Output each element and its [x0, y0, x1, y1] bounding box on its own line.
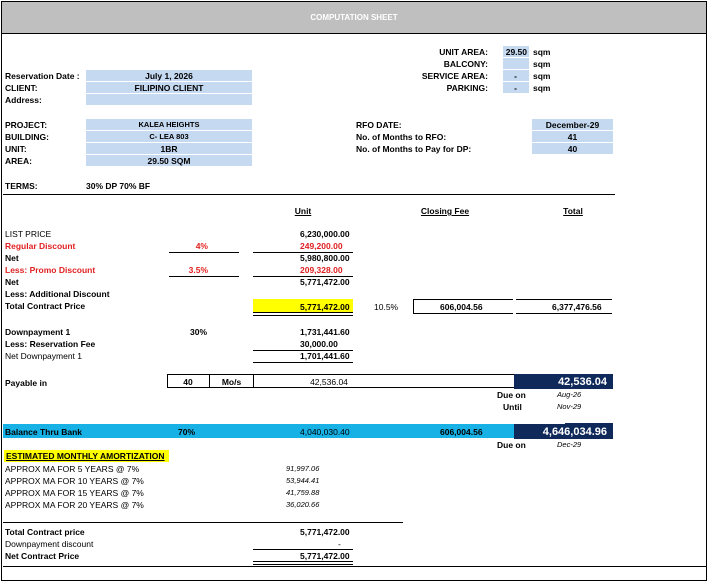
- column-total-header: Total: [563, 206, 583, 216]
- amortization-row-value: 41,759.88: [286, 488, 320, 497]
- area-value: 29.50 SQM: [147, 156, 191, 166]
- reservation-date-label: Reservation Date :: [5, 71, 80, 81]
- amortization-row-value: 53,944.41: [286, 476, 320, 485]
- balcony-unit: sqm: [533, 59, 551, 69]
- area-label: AREA:: [5, 156, 32, 166]
- months-dp-value: 40: [567, 144, 578, 154]
- unit-value: 1BR: [160, 144, 178, 154]
- months-rfo-value: 41: [567, 132, 578, 142]
- regular-discount-value: 249,200.00: [300, 241, 343, 251]
- months-rfo-label: No. of Months to RFO:: [356, 132, 447, 142]
- net1-value: 5,980,800.00: [300, 253, 350, 263]
- bank-due-on-label: Due on: [497, 440, 526, 450]
- summary-dp-discount-label: Downpayment discount: [5, 539, 94, 549]
- building-value: C- LEA 803: [149, 132, 189, 141]
- sheet-title: COMPUTATION SHEET: [2, 2, 706, 34]
- parking-label: PARKING:: [446, 83, 488, 93]
- payable-due-on-value: Aug-26: [557, 390, 582, 399]
- tcp-label: Total Contract Price: [5, 301, 86, 311]
- dp-label: Downpayment 1: [5, 327, 71, 337]
- payable-label: Payable in: [5, 378, 48, 388]
- bank-pct: 70%: [178, 427, 196, 437]
- net2-label: Net: [5, 277, 19, 287]
- amortization-row-value: 91,997.06: [286, 464, 320, 473]
- service-area-value: -: [514, 71, 517, 81]
- payable-total: 42,536.04: [514, 374, 613, 389]
- project-value: KALEA HEIGHTS: [138, 120, 200, 129]
- amortization-row-label: APPROX MA FOR 20 YEARS @ 7%: [5, 500, 144, 510]
- net-dp-label: Net Downpayment 1: [5, 351, 83, 361]
- terms-value: 30% DP 70% BF: [86, 181, 151, 191]
- payable-months: 40: [183, 377, 193, 387]
- project-label: PROJECT:: [5, 120, 48, 130]
- rfo-date-label: RFO DATE:: [356, 120, 402, 130]
- amortization-row-label: APPROX MA FOR 10 YEARS @ 7%: [5, 476, 144, 486]
- dp-pct: 30%: [190, 327, 208, 337]
- summary-ncp-label: Net Contract Price: [5, 551, 80, 561]
- closing-pct: 10.5%: [374, 302, 399, 312]
- payable-unit: Mo/s: [221, 377, 242, 387]
- summary-tcp-label: Total Contract price: [5, 527, 85, 537]
- amortization-header: ESTIMATED MONTHLY AMORTIZATION: [6, 451, 165, 461]
- summary-tcp-value: 5,771,472.00: [300, 527, 350, 537]
- bank-closing-fee: 606,004.56: [440, 427, 483, 437]
- payable-until-label: Until: [503, 402, 522, 412]
- client-value: FILIPINO CLIENT: [134, 83, 204, 93]
- bank-total: 4,646,034.96: [514, 424, 613, 439]
- list-price-label: LIST PRICE: [5, 229, 52, 239]
- regular-discount-label: Regular Discount: [5, 241, 76, 251]
- tcp-value: 5,771,472.00: [300, 302, 350, 312]
- promo-discount-label: Less: Promo Discount: [5, 265, 96, 275]
- net2-value: 5,771,472.00: [300, 277, 350, 287]
- terms-label: TERMS:: [5, 181, 38, 191]
- payable-amount: 42,536.04: [310, 377, 348, 387]
- regular-discount-pct: 4%: [195, 241, 208, 251]
- amortization-row-label: APPROX MA FOR 15 YEARS @ 7%: [5, 488, 144, 498]
- service-area-label: SERVICE AREA:: [421, 71, 488, 81]
- unit-area-value: 29.50: [505, 47, 527, 57]
- reservation-fee-label: Less: Reservation Fee: [5, 339, 96, 349]
- building-label: BUILDING:: [5, 132, 49, 142]
- column-closing-fee-header: Closing Fee: [420, 206, 470, 216]
- months-dp-label: No. of Months to Pay for DP:: [356, 144, 472, 154]
- summary-ncp-value: 5,771,472.00: [300, 551, 350, 561]
- payable-until-value: Nov-29: [557, 402, 582, 411]
- unit-area-label: UNIT AREA:: [439, 47, 488, 57]
- reservation-date-value: July 1, 2026: [145, 71, 193, 81]
- amortization-row-label: APPROX MA FOR 5 YEARS @ 7%: [5, 464, 140, 474]
- net1-label: Net: [5, 253, 19, 263]
- parking-unit: sqm: [533, 83, 551, 93]
- promo-discount-value: 209,328.00: [300, 265, 343, 275]
- address-label: Address:: [5, 95, 42, 105]
- bank-label: Balance Thru Bank: [5, 427, 82, 437]
- parking-value: -: [514, 83, 517, 93]
- rfo-date-value: December-29: [545, 120, 600, 130]
- promo-discount-pct: 3.5%: [188, 265, 208, 275]
- service-area-unit: sqm: [533, 71, 551, 81]
- column-unit-header: Unit: [294, 206, 312, 216]
- payable-due-on-label: Due on: [497, 390, 526, 400]
- client-label: CLIENT:: [5, 83, 38, 93]
- net-dp-value: 1,701,441.60: [300, 351, 350, 361]
- dp-value: 1,731,441.60: [300, 327, 350, 337]
- unit-area-unit: sqm: [533, 47, 551, 57]
- tcp-total-value: 6,377,476.56: [552, 302, 602, 312]
- summary-dp-discount-value: -: [338, 539, 341, 549]
- additional-discount-label: Less: Additional Discount: [5, 289, 110, 299]
- bank-due-on-value: Dec-29: [557, 440, 582, 449]
- amortization-row-value: 36,020.66: [286, 500, 320, 509]
- balcony-label: BALCONY:: [443, 59, 488, 69]
- reservation-fee-value: 30,000.00: [300, 339, 338, 349]
- closing-fee-value: 606,004.56: [440, 302, 483, 312]
- unit-label: UNIT:: [5, 144, 27, 154]
- list-price-value: 6,230,000.00: [300, 229, 350, 239]
- bank-amount: 4,040,030.40: [300, 427, 350, 437]
